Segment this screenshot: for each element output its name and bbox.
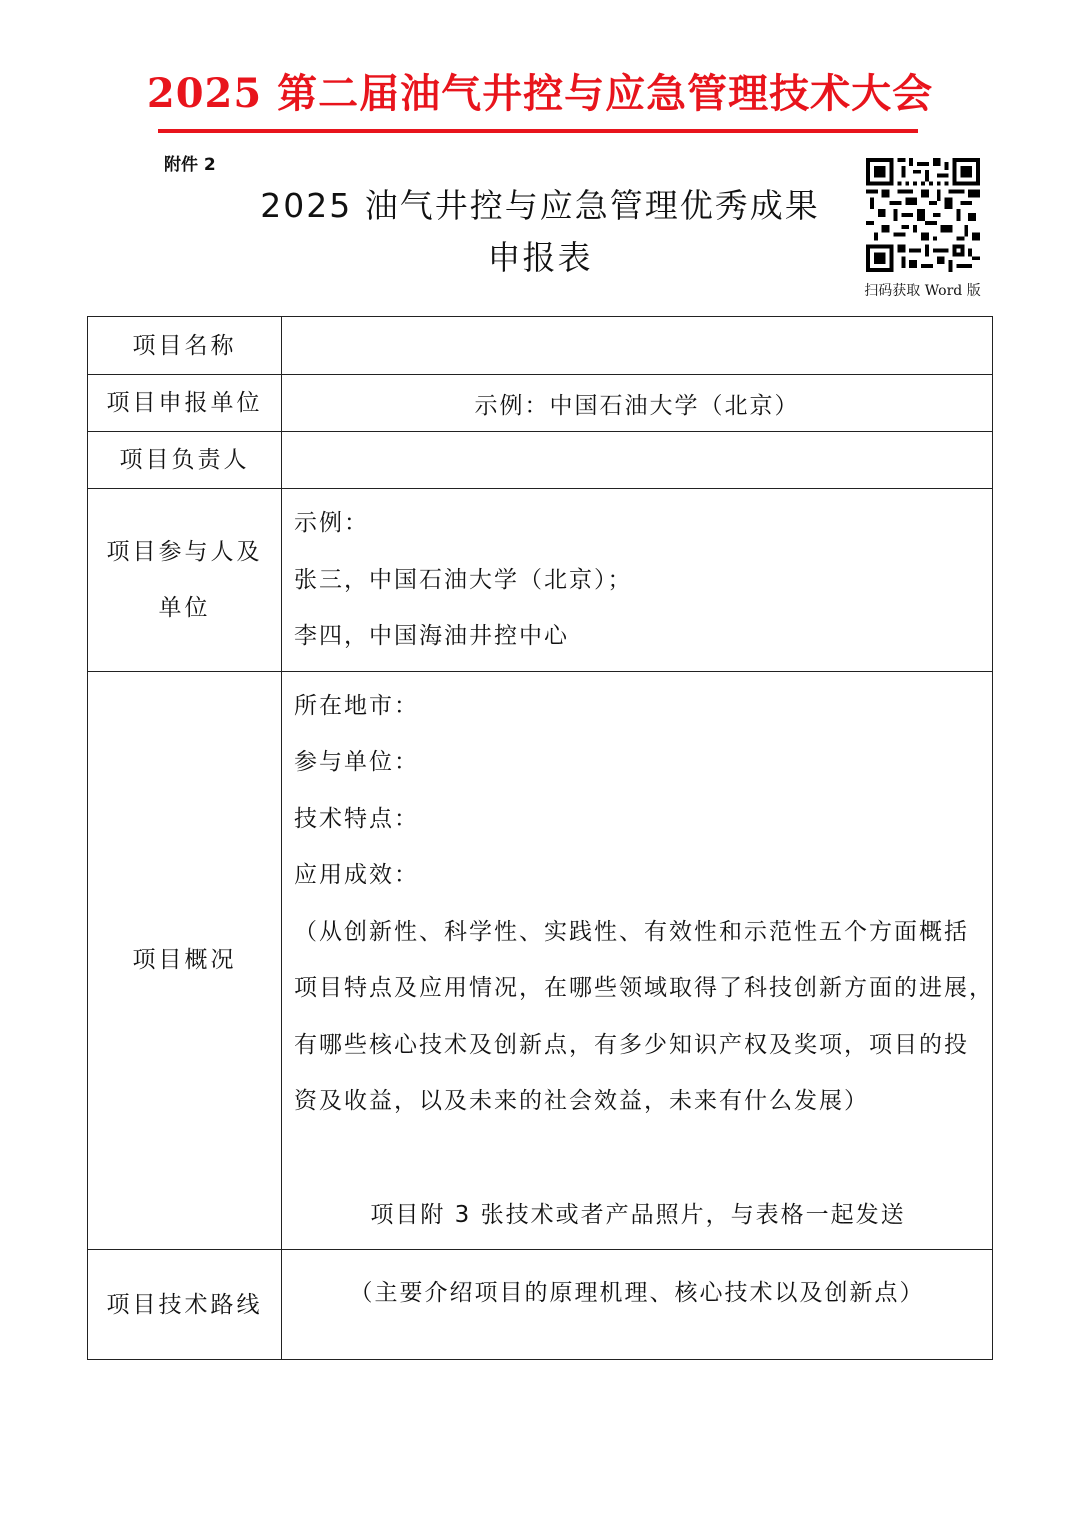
field-tech-route[interactable]: （主要介绍项目的原理机理、核心技术以及创新点）	[282, 1250, 993, 1360]
overview-line: 应用成效：	[294, 862, 419, 888]
overview-line: 参与单位：	[294, 749, 419, 775]
field-project-overview[interactable]	[282, 671, 993, 1250]
label-participants-line1: 项目参与人及	[106, 538, 263, 565]
overview-line: 所在地市：	[294, 692, 419, 719]
table-row	[88, 671, 993, 1250]
overview-spacer	[294, 1130, 982, 1187]
overview-line: 技术特点：	[294, 805, 419, 832]
overview-photo-note: 项目附 3 张技术或者产品照片，与表格一起发送	[370, 1201, 906, 1228]
participants-line: 示例：	[294, 510, 369, 536]
label-project-leader: 项目负责人	[88, 432, 282, 489]
label-project-name: 项目名称	[88, 317, 282, 375]
form-title-line1: 2025 油气井控与应急管理优秀成果	[260, 186, 820, 225]
table-row	[88, 317, 993, 375]
field-applicant-unit[interactable]: 示例：中国石油大学（北京）	[282, 375, 993, 432]
label-applicant-unit: 项目申报单位	[88, 375, 282, 432]
field-project-leader[interactable]	[282, 432, 993, 489]
participants-line: 张三，中国石油大学（北京）；	[294, 566, 633, 593]
table-row	[88, 432, 993, 489]
qr-code-icon[interactable]	[866, 158, 980, 272]
form-title	[180, 180, 900, 284]
field-project-name[interactable]	[282, 317, 993, 375]
label-participants-line2: 单位	[158, 594, 211, 621]
table-row	[88, 375, 993, 432]
label-project-overview: 项目概况	[88, 671, 282, 1250]
table-row	[88, 1250, 993, 1360]
overview-line: （从创新性、科学性、实践性、有效性和示范性五个方面概括	[294, 918, 969, 945]
overview-line: 资及收益，以及未来的社会效益，未来有什么发展）	[294, 1088, 869, 1114]
table-row	[88, 489, 993, 672]
participants-line: 李四，中国海油井控中心	[294, 623, 569, 649]
label-tech-route: 项目技术路线	[88, 1250, 282, 1360]
label-participants	[88, 489, 282, 672]
attachment-label: 附件 2	[164, 155, 216, 175]
conference-title: 2025 第二届油气井控与应急管理技术大会	[146, 70, 934, 117]
overview-line: 有哪些核心技术及创新点，有多少知识产权及奖项，项目的投	[294, 1031, 969, 1058]
field-participants[interactable]	[282, 489, 993, 672]
overview-line: 项目特点及应用情况，在哪些领域取得了科技创新方面的进展，	[294, 975, 994, 1001]
form-title-line2: 申报表	[487, 238, 593, 277]
application-form-table	[87, 316, 993, 1360]
qr-caption: 扫码获取 Word 版	[864, 283, 981, 299]
title-divider	[158, 129, 918, 133]
